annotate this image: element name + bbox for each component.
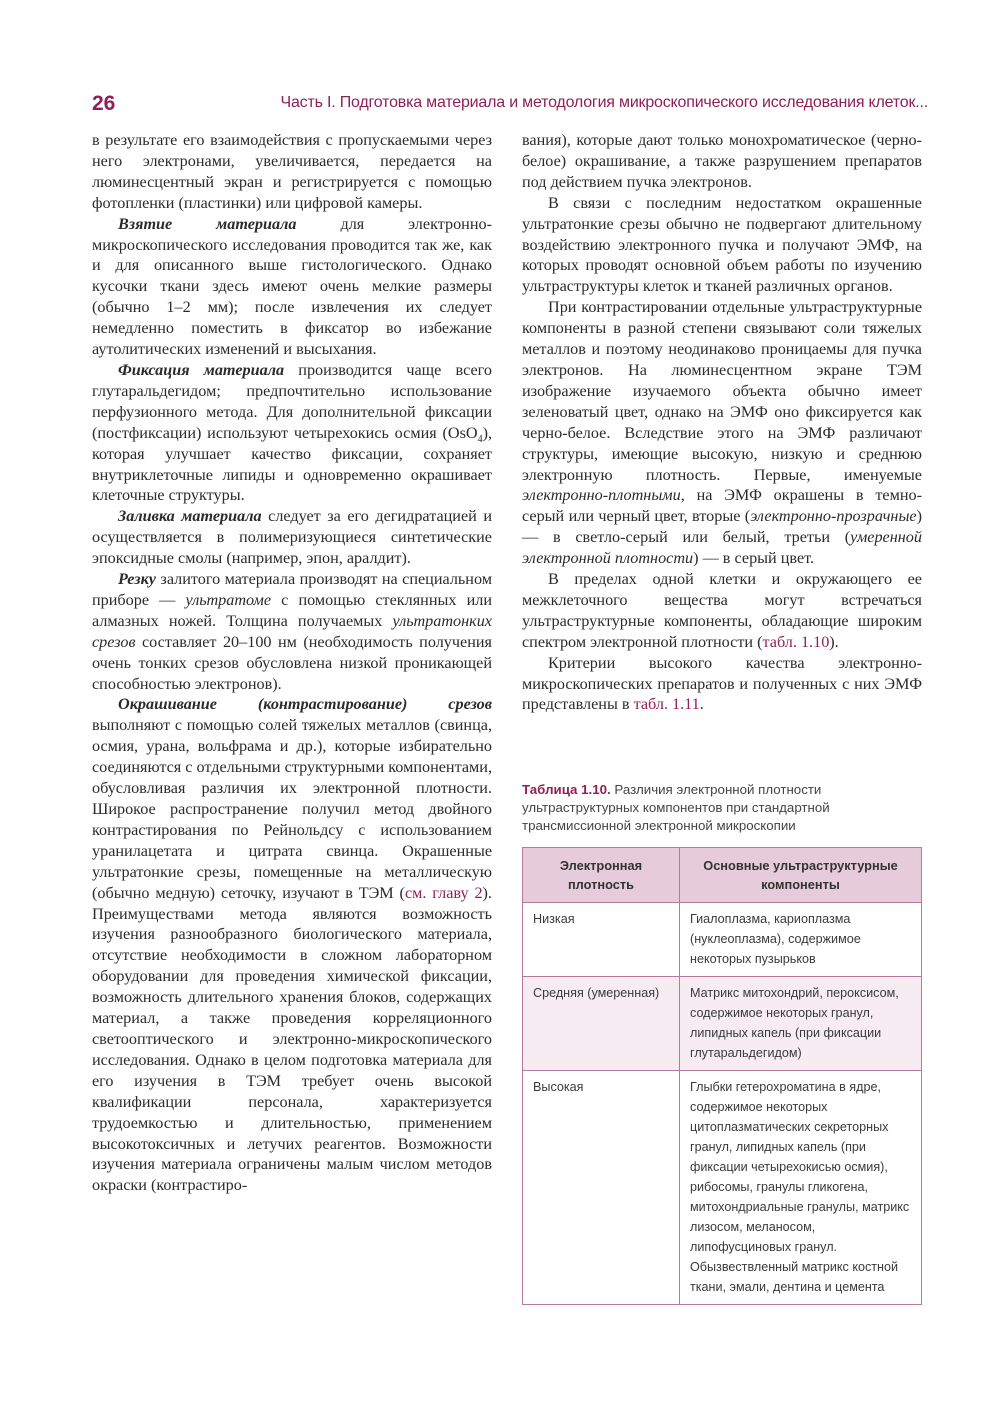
table-caption-label: Таблица 1.10. <box>522 782 611 797</box>
table-caption-text: Различия электронной плотности ультраструктурных компонентов при стандартной трансмиссионной электронной микроскопии <box>522 782 830 833</box>
table-cell: Средняя (умеренная) <box>523 977 680 1071</box>
paragraph: вания), которые дают только монохроматическое (черно-белое) окрашивание, а также разрушением препаратов под действием пучка электронов. <box>522 131 922 191</box>
term: Резку <box>118 570 156 589</box>
table-cell: Гиалоплазма, кариоплазма (нуклеоплазма), содержимое некоторых пузырьков <box>680 903 922 977</box>
density-table <box>522 847 922 1305</box>
paragraph: В пределах одной клетки и окружающего ее межклеточного вещества могут встречаться ультраструктурные компоненты, обладающие широким спектром электронной плотности (табл. 1.10). <box>522 570 922 651</box>
table-row <box>523 1071 922 1305</box>
term: Фиксация материала <box>118 360 285 379</box>
table-cell: Низкая <box>523 903 680 977</box>
table-cell: Высокая <box>523 1071 680 1305</box>
paragraph: Фиксация материала производится чаще всего глутаральдегидом; предпочтительно использование перфузионного метода. Для дополнительной фиксации (постфиксации) используют четырехокись осмия (OsO$_4$), которая улучшает качество фиксации, сохраняет внутриклеточные липиды и одновременно окрашивает клеточные структуры. <box>92 360 492 505</box>
paragraph: Окрашивание (контрастирование) срезов выполняют с помощью солей тяжелых металлов (свинца, осмия, урана, вольфрама и др.), которые избирательно соединяются с отдельными структурными компонентами, обусловливая различия их электронной плотности. Широкое распространение получил метод двойного контрастирования по Рейнольдсу с использованием уранилацетата и цитрата свинца. Окрашенные ультратонкие срезы, помещенные на металлическую (обычно медную) сеточку, изучают в ТЭМ (см. главу 2). Преимуществами метода являются возможность изучения разнообразного биологического материала, отсутствие необходимости в сложном лабораторном оборудовании для проведения химической фиксации, возможность длительного хранения блоков, содержащих материал, а также проведения корреляционного светооптического и электронно-микроскопического исследования. Однако в целом подготовка материала для его изучения в ТЭМ требует очень высокой квалификации персонала, характеризуется трудоемкостью и длительностью, применением высокотоксичных и летучих реагентов. Возможности изучения материала ограничены малым числом методов окраски (контрастиро- <box>92 695 492 1195</box>
table-header-row <box>523 848 922 903</box>
paragraph: При контрастировании отдельные ультраструктурные компоненты в разной степени связывают соли тяжелых металлов и поэтому неодинаково проницаемы для пучка электронов. На люминесцентном экране ТЭМ изображение изучаемого объекта обычно имеет зеленоватый цвет, однако на ЭМФ оно фиксируется как черно-белое. Вследствие этого на ЭМФ различают структуры, имеющие высокую, низкую и среднюю электронную плотность. Первые, именуемые электронно-плотными, на ЭМФ окрашены в темно-серый или черный цвет, вторые (электронно-прозрачные) — в светло-серый или белый, третьи (умеренной электронной плотности) — в серый цвет. <box>522 298 922 568</box>
page-header <box>92 90 928 120</box>
term: Заливка материала <box>118 507 262 526</box>
running-title: Часть I. Подготовка материала и методология микроскопического исследования клеток... <box>280 94 928 111</box>
right-column <box>522 130 922 715</box>
paragraph: Взятие материала для электронно-микроскопического исследования проводится так же, как и для описанного выше гистологического. Однако кусочки ткани здесь имеют очень мелкие размеры (обычно 1–2 мм); после извлечения их следует немедленно поместить в фиксатор во избежание аутолитических изменений и высыхания. <box>92 214 492 359</box>
table-row <box>523 977 922 1071</box>
table-cell: Глыбки гетерохроматина в ядре, содержимое некоторых цитоплазматических секреторных гранул, липидных капель (при фиксации четырехокисью осмия), рибосомы, гранулы гликогена, митохондриальные гранулы, матрикс лизосом, меланосом, липофусциновых гранул. Обызвествленный матрикс костной ткани, эмали, дентина и цемента <box>680 1071 922 1305</box>
table-link[interactable]: табл. 1.10 <box>762 632 830 651</box>
paragraph: в результате его взаимодействия с пропускаемыми через него электронами, увеличивается, передается на люминесцентный экран и регистрируется с помощью фотопленки (пластинки) или цифровой камеры. <box>92 131 492 212</box>
table-row <box>523 903 922 977</box>
chapter-link[interactable]: см. главу 2 <box>404 883 483 902</box>
table-link[interactable]: табл. 1.11 <box>633 695 700 714</box>
page-number: 26 <box>92 92 116 115</box>
table-header-cell: Основные ультраструктурные компоненты <box>680 848 922 903</box>
paragraph: Заливка материала следует за его дегидратацией и осуществляется в полимеризующиеся синтетические эпоксидные смолы (например, эпон, аралдит). <box>92 507 492 568</box>
paragraph: Критерии высокого качества электронно-микроскопических препаратов и полученных с них ЭМФ представлены в табл. 1.11. <box>522 653 922 714</box>
table-cell: Матрикс митохондрий, пероксисом, содержимое некоторых гранул, липидных капель (при фиксации глутаральдегидом) <box>680 977 922 1071</box>
term: Окрашивание (контрастирование) срезов <box>118 695 492 714</box>
left-column <box>92 130 492 1196</box>
table-caption <box>522 781 922 835</box>
table-header-cell: Электронная плотность <box>523 848 680 903</box>
paragraph: В связи с последним недостатком окрашенные ультратонкие срезы обычно не подвергают длительному воздействию электронного пучка и получают ЭМФ, на которых проводят основной объем работы по изучению ультраструктуры клеток и тканей различных органов. <box>522 193 922 296</box>
paragraph: Резку залитого материала производят на специальном приборе — ультратоме с помощью стеклянных или алмазных ножей. Толщина получаемых ультратонких срезов составляет 20–100 нм (необходимость получения очень тонких срезов обусловлена низкой проникающей способностью электронов). <box>92 570 492 693</box>
term: Взятие материала <box>118 214 297 233</box>
